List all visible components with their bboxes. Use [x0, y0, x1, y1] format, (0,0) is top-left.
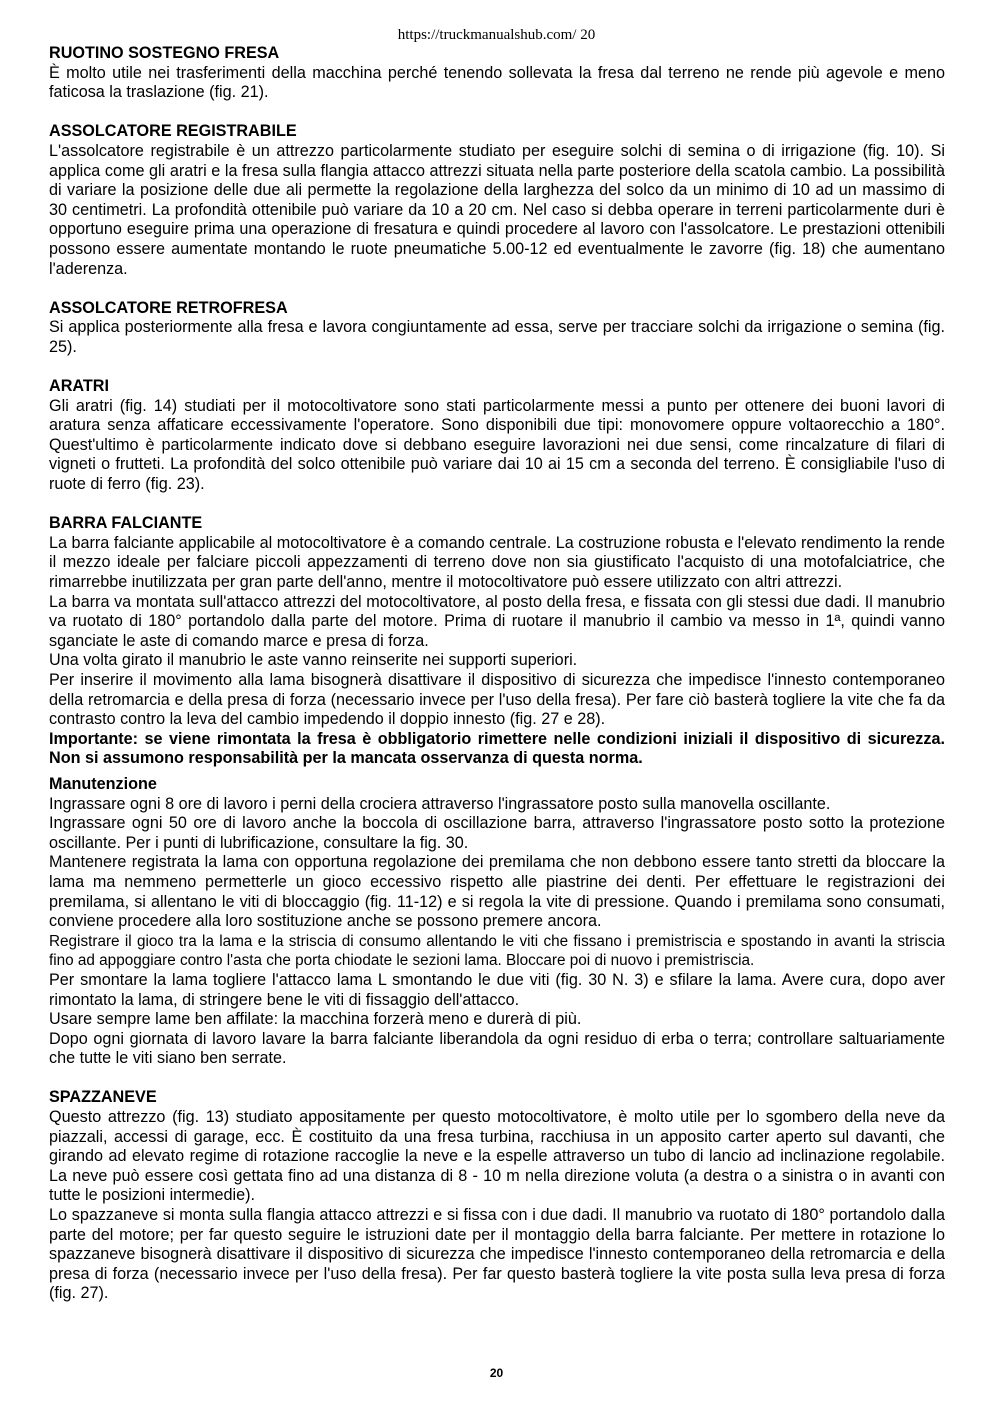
page-content — [49, 44, 945, 1304]
paragraph: La barra va montata sull'attacco attrezzi del motocoltivatore, al posto della fresa, e fissata con gli stessi due dadi. Il manubrio va ruotato di 180° portandolo dalla parte del motore. Prima di ruotare il manubrio il cambio va messo in 1ª, quindi vanno sganciate le aste di comando marce e presa di forza. — [49, 592, 945, 650]
section-title: SPAZZANEVE — [49, 1088, 157, 1107]
paragraph: La barra falciante applicabile al motocoltivatore è a comando centrale. La costruzione robusta e l'elevato rendimento la rende il mezzo ideale per falciare piccoli appezzamenti di terreno dove non sia giustificato l'acquisto di una motofalciatrice, che rimarrebbe inutilizzata per gran parte dell'anno, mentre il motocoltivatore può essere utilizzato con altri attrezzi. — [49, 533, 945, 592]
paragraph: Questo attrezzo (fig. 13) studiato appositamente per questo motocoltivatore, è molto utile per lo sgombero della neve da piazzali, accessi di garage, ecc. È costituito da una fresa turbina, racchiusa in un apposito carter aperto sul davanti, che girando ad elevato regime di rotazione raccoglie la neve e la espelle attraverso un tubo di lancio ad inclinazione regolabile. La neve può essere così gettata fino ad una distanza di 8 - 10 m nella direzione voluta (a destra o a sinistra o in avanti con tutte le posizioni intermedie). — [49, 1108, 945, 1205]
paragraph: Registrare il gioco tra la lama e la striscia di consumo allentando le viti che fissano i premistriscia e spostando in avanti la striscia fino ad appoggiare contro l'asta che porta chiodate le sezioni lama. Bloccare poi di nuovo i premistriscia. — [49, 932, 945, 970]
header-url: https://truckmanualshub.com/ 20 — [397, 27, 596, 43]
section-ruotino — [49, 44, 945, 103]
section-aratri — [49, 377, 945, 495]
section-title: BARRA FALCIANTE — [49, 514, 203, 533]
section-assolcatore-registrabile — [49, 122, 945, 279]
page-number: 20 — [489, 1366, 504, 1380]
section-title: ARATRI — [49, 377, 109, 396]
paragraph: Si applica posteriormente alla fresa e lavora congiuntamente ad essa, serve per tracciare solchi da irrigazione o semina (fig. 25). — [49, 318, 945, 356]
subsection-title: Manutenzione — [49, 774, 157, 793]
section-title: RUOTINO SOSTEGNO FRESA — [49, 44, 280, 62]
section-spazzaneve — [49, 1088, 945, 1304]
section-manutenzione — [49, 775, 945, 1069]
section-barra-falciante — [49, 514, 945, 769]
paragraph: Mantenere registrata la lama con opportuna regolazione dei premilama che non debbono essere tanto stretti da bloccare la lama ma nemmeno permetterle un gioco eccessivo rispetto alle piastrine dei denti. Per effettuare le registrazioni dei premilama, si allentano le viti di bloccaggio (fig. 11-12) e si regola la vite di pressione. Quando i premilama sono consumati, conviene procedere alla loro sostituzione anche se possono premere ancora. — [49, 853, 945, 931]
paragraph: È molto utile nei trasferimenti della macchina perché tenendo sollevata la fresa dal terreno ne rende più agevole e meno faticosa la traslazione (fig. 21). — [49, 63, 945, 102]
important-note: Importante: se viene rimontata la fresa è obbligatorio rimettere nelle condizioni iniziali il dispositivo di sicurezza. Non si assumono responsabilità per la mancata osservanza di questa norma. — [49, 729, 945, 768]
paragraph: Ingrassare ogni 50 ore di lavoro anche la boccola di oscillazione barra, attraverso l'ingrassatore posto sotto la protezione oscillante. Per i punti di lubrificazione, consultare la fig. 30. — [49, 814, 945, 852]
section-title: ASSOLCATORE RETROFRESA — [49, 298, 288, 317]
paragraph: Usare sempre lame ben affilate: la macchina forzerà meno e durerà di più. — [49, 1010, 582, 1029]
paragraph: Una volta girato il manubrio le aste vanno reinserite nei supporti superiori. — [49, 651, 578, 670]
paragraph: Ingrassare ogni 8 ore di lavoro i perni della crociera attraverso l'ingrassatore posto sulla manovella oscillante. — [49, 794, 831, 813]
section-assolcatore-retrofresa — [49, 299, 945, 358]
paragraph: Dopo ogni giornata di lavoro lavare la barra falciante liberandola da ogni residuo di erba o terra; controllare saltuariamente che tutte le viti siano ben serrate. — [49, 1029, 945, 1068]
paragraph: Per inserire il movimento alla lama bisognerà disattivare il dispositivo di sicurezza che impedisce l'innesto contemporaneo della retromarcia e della presa di forza (necessario invece per l'uso della fresa). Per fare ciò basterà togliere la vite che fa da contrasto contro la leva del cambio impedendo il doppio innesto (fig. 27 e 28). — [49, 671, 945, 729]
paragraph: Lo spazzaneve si monta sulla flangia attacco attrezzi e si fissa con i due dadi. Il manubrio va ruotato di 180° portandolo dalla parte del motore; per far questo seguire le istruzioni date per il montaggio della barra falciante. Per mettere in rotazione lo spazzaneve bisognerà disattivare il dispositivo di sicurezza che impedisce l'innesto contemporaneo della retromarcia e della presa di forza (necessario invece per l'uso della fresa). Per far questo basterà togliere la vite posta sulla leva presa di forza (fig. 27). — [49, 1206, 945, 1303]
paragraph: Per smontare la lama togliere l'attacco lama L smontando le due viti (fig. 30 N. 3) e sfilare la lama. Avere cura, dopo aver rimontato la lama, di stringere bene le viti di fissaggio dell'attacco. — [49, 970, 945, 1009]
paragraph: L'assolcatore registrabile è un attrezzo particolarmente studiato per eseguire solchi di semina o di irrigazione (fig. 10). Si applica come gli aratri e la fresa sulla flangia attacco attrezzi situata nella parte posteriore della scatola cambio. La possibilità di variare la posizione delle due ali permette la regolazione della larghezza del solco da un minimo di 10 ad un massimo di 30 centimetri. La profondità ottenibile può variare da 10 a 20 cm. Nel caso si debba operare in terreni particolarmente duri è opportuno eseguire prima una operazione di fresatura e quindi procedere al lavoro con l'assolcatore. Le prestazioni ottenibili possono essere aumentate montando le ruote pneumatiche 5.00-12 ed eventualmente le zavorre (fig. 18) che aumentano l'aderenza. — [49, 141, 945, 278]
section-title: ASSOLCATORE REGISTRABILE — [49, 122, 297, 141]
paragraph: Gli aratri (fig. 14) studiati per il motocoltivatore sono stati particolarmente messi a punto per ottenere dei buoni lavori di aratura senza affaticare eccessivamente l'operatore. Sono disponibili due tipi: monovomere oppure voltaorecchio a 180°. Quest'ultimo è particolarmente indicato dove si debbano eseguire lavorazioni nei due sensi, come rincalzature di filari di vigneti o frutteti. La profondità del solco ottenibile può variare dai 10 ai 15 cm a seconda del terreno. È consigliabile l'uso di ruote di ferro (fig. 23). — [49, 396, 945, 494]
